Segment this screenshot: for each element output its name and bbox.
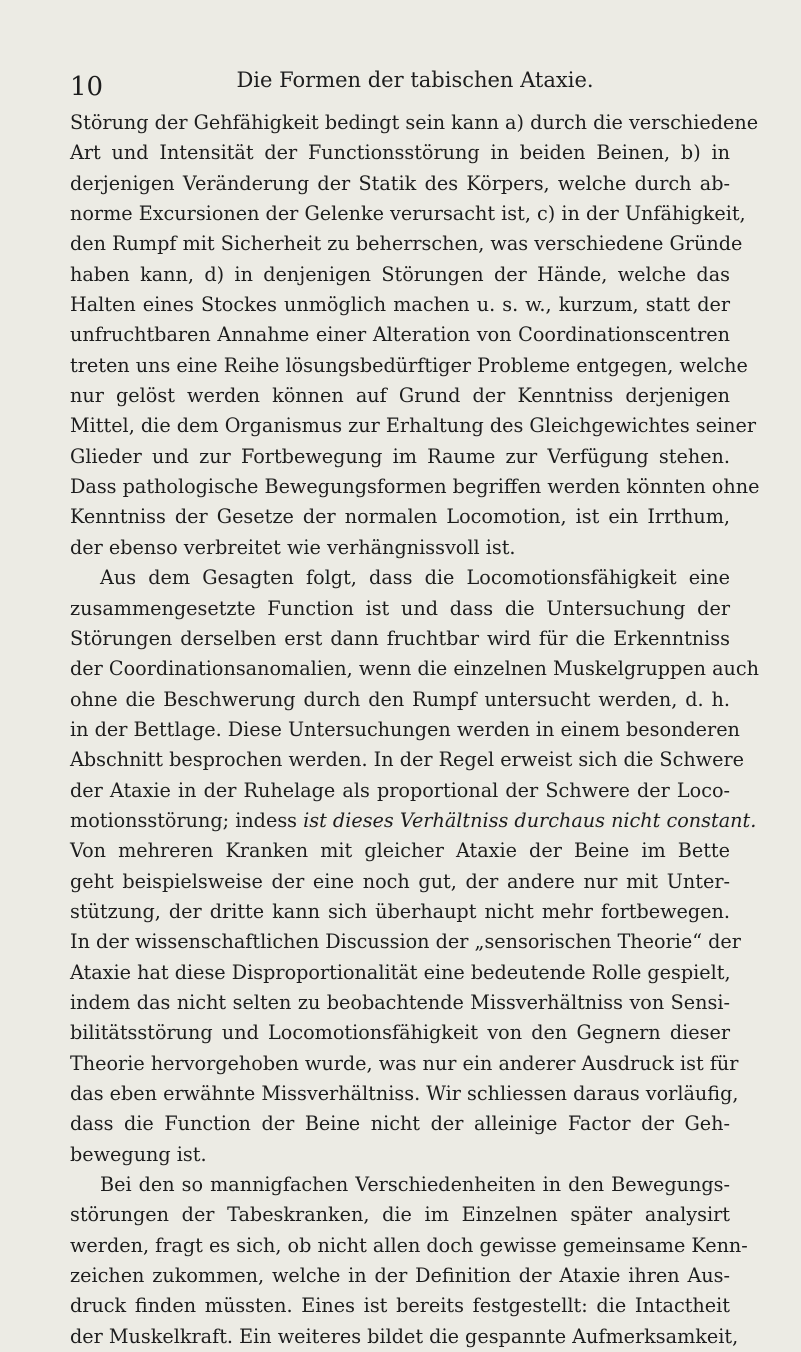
text-line: Abschnitt besprochen werden. In der Regel erweist sich die Schwere xyxy=(70,748,744,772)
text-italic: ist dieses Verhältniss durchaus nicht constant. xyxy=(303,808,757,832)
text-line: ohne die Beschwerung durch den Rumpf untersucht werden, d. h. xyxy=(70,687,730,711)
text-line: Von mehreren Kranken mit gleicher Ataxie der Beine im Bette xyxy=(70,839,730,863)
page-header xyxy=(70,66,730,100)
text-line: indem das nicht selten zu beobachtende Missverhältniss von Sensi- xyxy=(70,990,730,1014)
text-line: werden, fragt es sich, ob nicht allen doch gewisse gemeinsame Kenn- xyxy=(70,1233,748,1257)
text-line: In der wissenschaftlichen Discussion der „sensorischen Theorie“ der xyxy=(70,930,741,954)
text-line: der Muskelkraft. Ein weiteres bildet die gespannte Aufmerksamkeit, xyxy=(70,1324,739,1348)
text-line: Halten eines Stockes unmöglich machen u. s. w., kurzum, statt der xyxy=(70,293,730,317)
text-line: norme Excursionen der Gelenke verursacht ist, c) in der Unfähigkeit, xyxy=(70,202,746,226)
text-line: Dass pathologische Bewegungsformen begriffen werden könnten ohne xyxy=(70,475,760,499)
text-line: Aus dem Gesagten folgt, dass die Locomotionsfähigkeit eine xyxy=(100,566,730,590)
text-line: Kenntniss der Gesetze der normalen Locomotion, ist ein Irrthum, xyxy=(70,505,730,529)
text-line: zusammengesetzte Function ist und dass die Untersuchung der xyxy=(70,596,730,620)
text-line: haben kann, d) in denjenigen Störungen der Hände, welche das xyxy=(70,262,730,286)
text-line: Glieder und zur Fortbewegung im Raume zur Verfügung stehen. xyxy=(70,444,730,468)
text-line: druck finden müssten. Eines ist bereits festgestellt: die Intactheit xyxy=(70,1294,730,1318)
text-line: das eben erwähnte Missverhältniss. Wir schliessen daraus vorläufig, xyxy=(70,1082,739,1105)
running-title: Die Formen der tabischen Ataxie. xyxy=(236,68,594,92)
text-line: den Rumpf mit Sicherheit zu beherrschen, was verschiedene Gründe xyxy=(70,232,743,256)
text-line: Bei den so mannigfachen Verschiedenheiten in den Bewegungs- xyxy=(100,1173,730,1197)
text-line: der Ataxie in der Ruhelage als proportional der Schwere der Loco- xyxy=(70,778,730,802)
text-line: Störung der Gehfähigkeit bedingt sein kann a) durch die verschiedene xyxy=(70,111,759,134)
text-line: der Coordinationsanomalien, wenn die einzelnen Muskelgruppen auch xyxy=(70,657,759,681)
body-text xyxy=(70,108,760,1352)
text-line-mixed xyxy=(70,806,757,836)
text-line: unfruchtbaren Annahme einer Alteration von Coordinationscentren xyxy=(70,323,730,347)
text-line: geht beispielsweise der eine noch gut, der andere nur mit Unter- xyxy=(70,869,730,893)
text-line: zeichen zukommen, welche in der Definition der Ataxie ihren Aus- xyxy=(70,1264,730,1288)
text-line: in der Bettlage. Diese Untersuchungen werden in einem besonderen xyxy=(70,717,740,741)
text-line: dass die Function der Beine nicht der alleinige Factor der Geh- xyxy=(70,1112,730,1136)
text-line: stützung, der dritte kann sich überhaupt nicht mehr fortbewegen. xyxy=(70,899,730,923)
text-roman: motionsstörung; indess xyxy=(70,808,298,832)
text-line: der ebenso verbreitet wie verhängnissvoll ist. xyxy=(70,535,516,559)
text-line: bewegung ist. xyxy=(70,1142,207,1166)
text-line: bilitätsstörung und Locomotionsfähigkeit von den Gegnern dieser xyxy=(70,1021,730,1045)
text-line: Art und Intensität der Functionsstörung in beiden Beinen, b) in xyxy=(70,141,730,165)
text-line: nur gelöst werden können auf Grund der Kenntniss derjenigen xyxy=(70,384,730,408)
text-line: störungen der Tabeskranken, die im Einzelnen später analysirt xyxy=(70,1203,730,1227)
text-line: Ataxie hat diese Disproportionalität eine bedeutende Rolle gespielt, xyxy=(70,960,731,984)
text-line: Theorie hervorgehoben wurde, was nur ein anderer Ausdruck ist für xyxy=(70,1051,739,1075)
text-line: derjenigen Veränderung der Statik des Körpers, welche durch ab- xyxy=(70,171,730,195)
text-line: treten uns eine Reihe lösungsbedürftiger Probleme entgegen, welche xyxy=(70,353,748,377)
text-line: Mittel, die dem Organismus zur Erhaltung des Gleichgewichtes seiner xyxy=(70,414,756,438)
text-line: Störungen derselben erst dann fruchtbar wird für die Erkenntniss xyxy=(70,626,730,650)
page-number: 10 xyxy=(70,72,104,102)
